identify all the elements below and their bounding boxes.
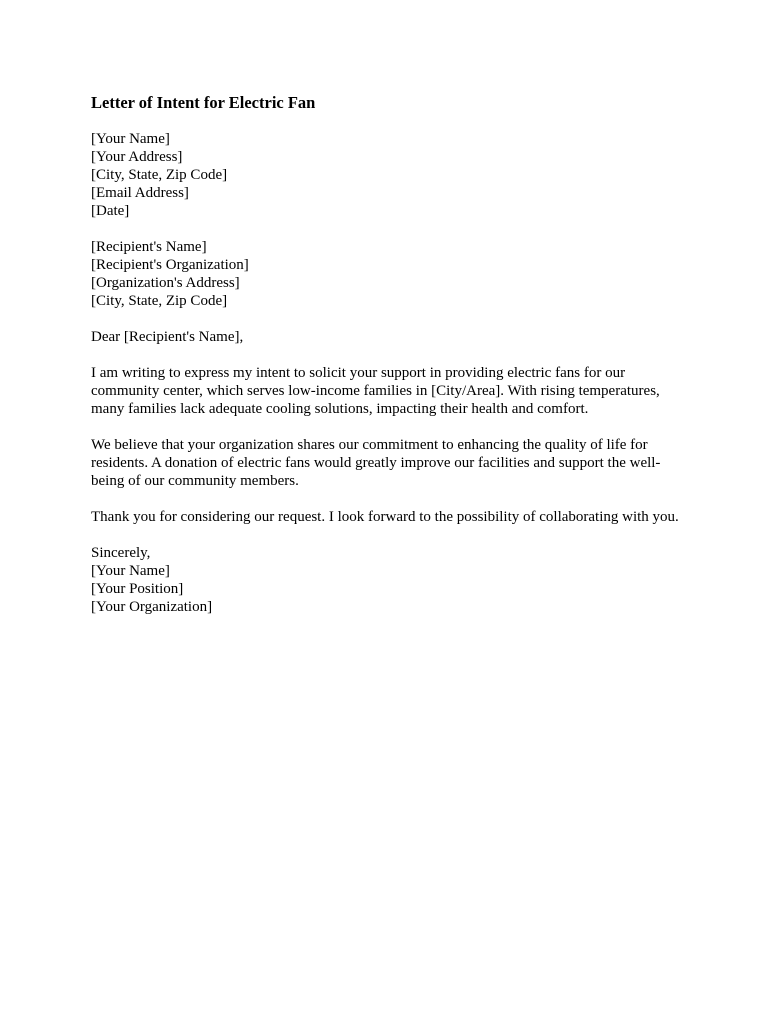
sender-city-state-zip: [City, State, Zip Code] — [91, 167, 228, 183]
sender-email: [Email Address] — [91, 185, 189, 201]
closing: Sincerely, — [91, 545, 151, 561]
document-title: Letter of Intent for Electric Fan — [91, 93, 316, 112]
body-paragraph-commitment: We believe that your organization shares our commitment to enhancing the quality of life for residents. A donation of electric fans would greatly improve our facilities and support the well-being of our community members. — [91, 437, 661, 489]
sender-address: [Your Address] — [91, 149, 183, 165]
letter-body — [91, 92, 681, 634]
sender-name: [Your Name] — [91, 131, 170, 147]
recipient-address-block — [91, 238, 681, 310]
body-paragraph-intent: I am writing to express my intent to solicit your support in providing electric fans for our community center, which serves low-income families in [City/Area]. With rising temperatures, many families lack adequate cooling solutions, impacting their health and comfort. — [91, 365, 660, 417]
signature-organization: [Your Organization] — [91, 599, 213, 615]
signature-name: [Your Name] — [91, 563, 170, 579]
recipient-organization: [Recipient's Organization] — [91, 257, 249, 273]
letter-date: [Date] — [91, 203, 130, 219]
salutation: Dear [Recipient's Name], — [91, 329, 244, 345]
recipient-name: [Recipient's Name] — [91, 239, 207, 255]
recipient-address: [Organization's Address] — [91, 275, 240, 291]
closing-block — [91, 544, 681, 616]
recipient-city-state-zip: [City, State, Zip Code] — [91, 293, 228, 309]
sender-address-block — [91, 130, 681, 220]
body-paragraph-thanks: Thank you for considering our request. I look forward to the possibility of collaborating with you. — [91, 509, 679, 525]
signature-position: [Your Position] — [91, 581, 184, 597]
